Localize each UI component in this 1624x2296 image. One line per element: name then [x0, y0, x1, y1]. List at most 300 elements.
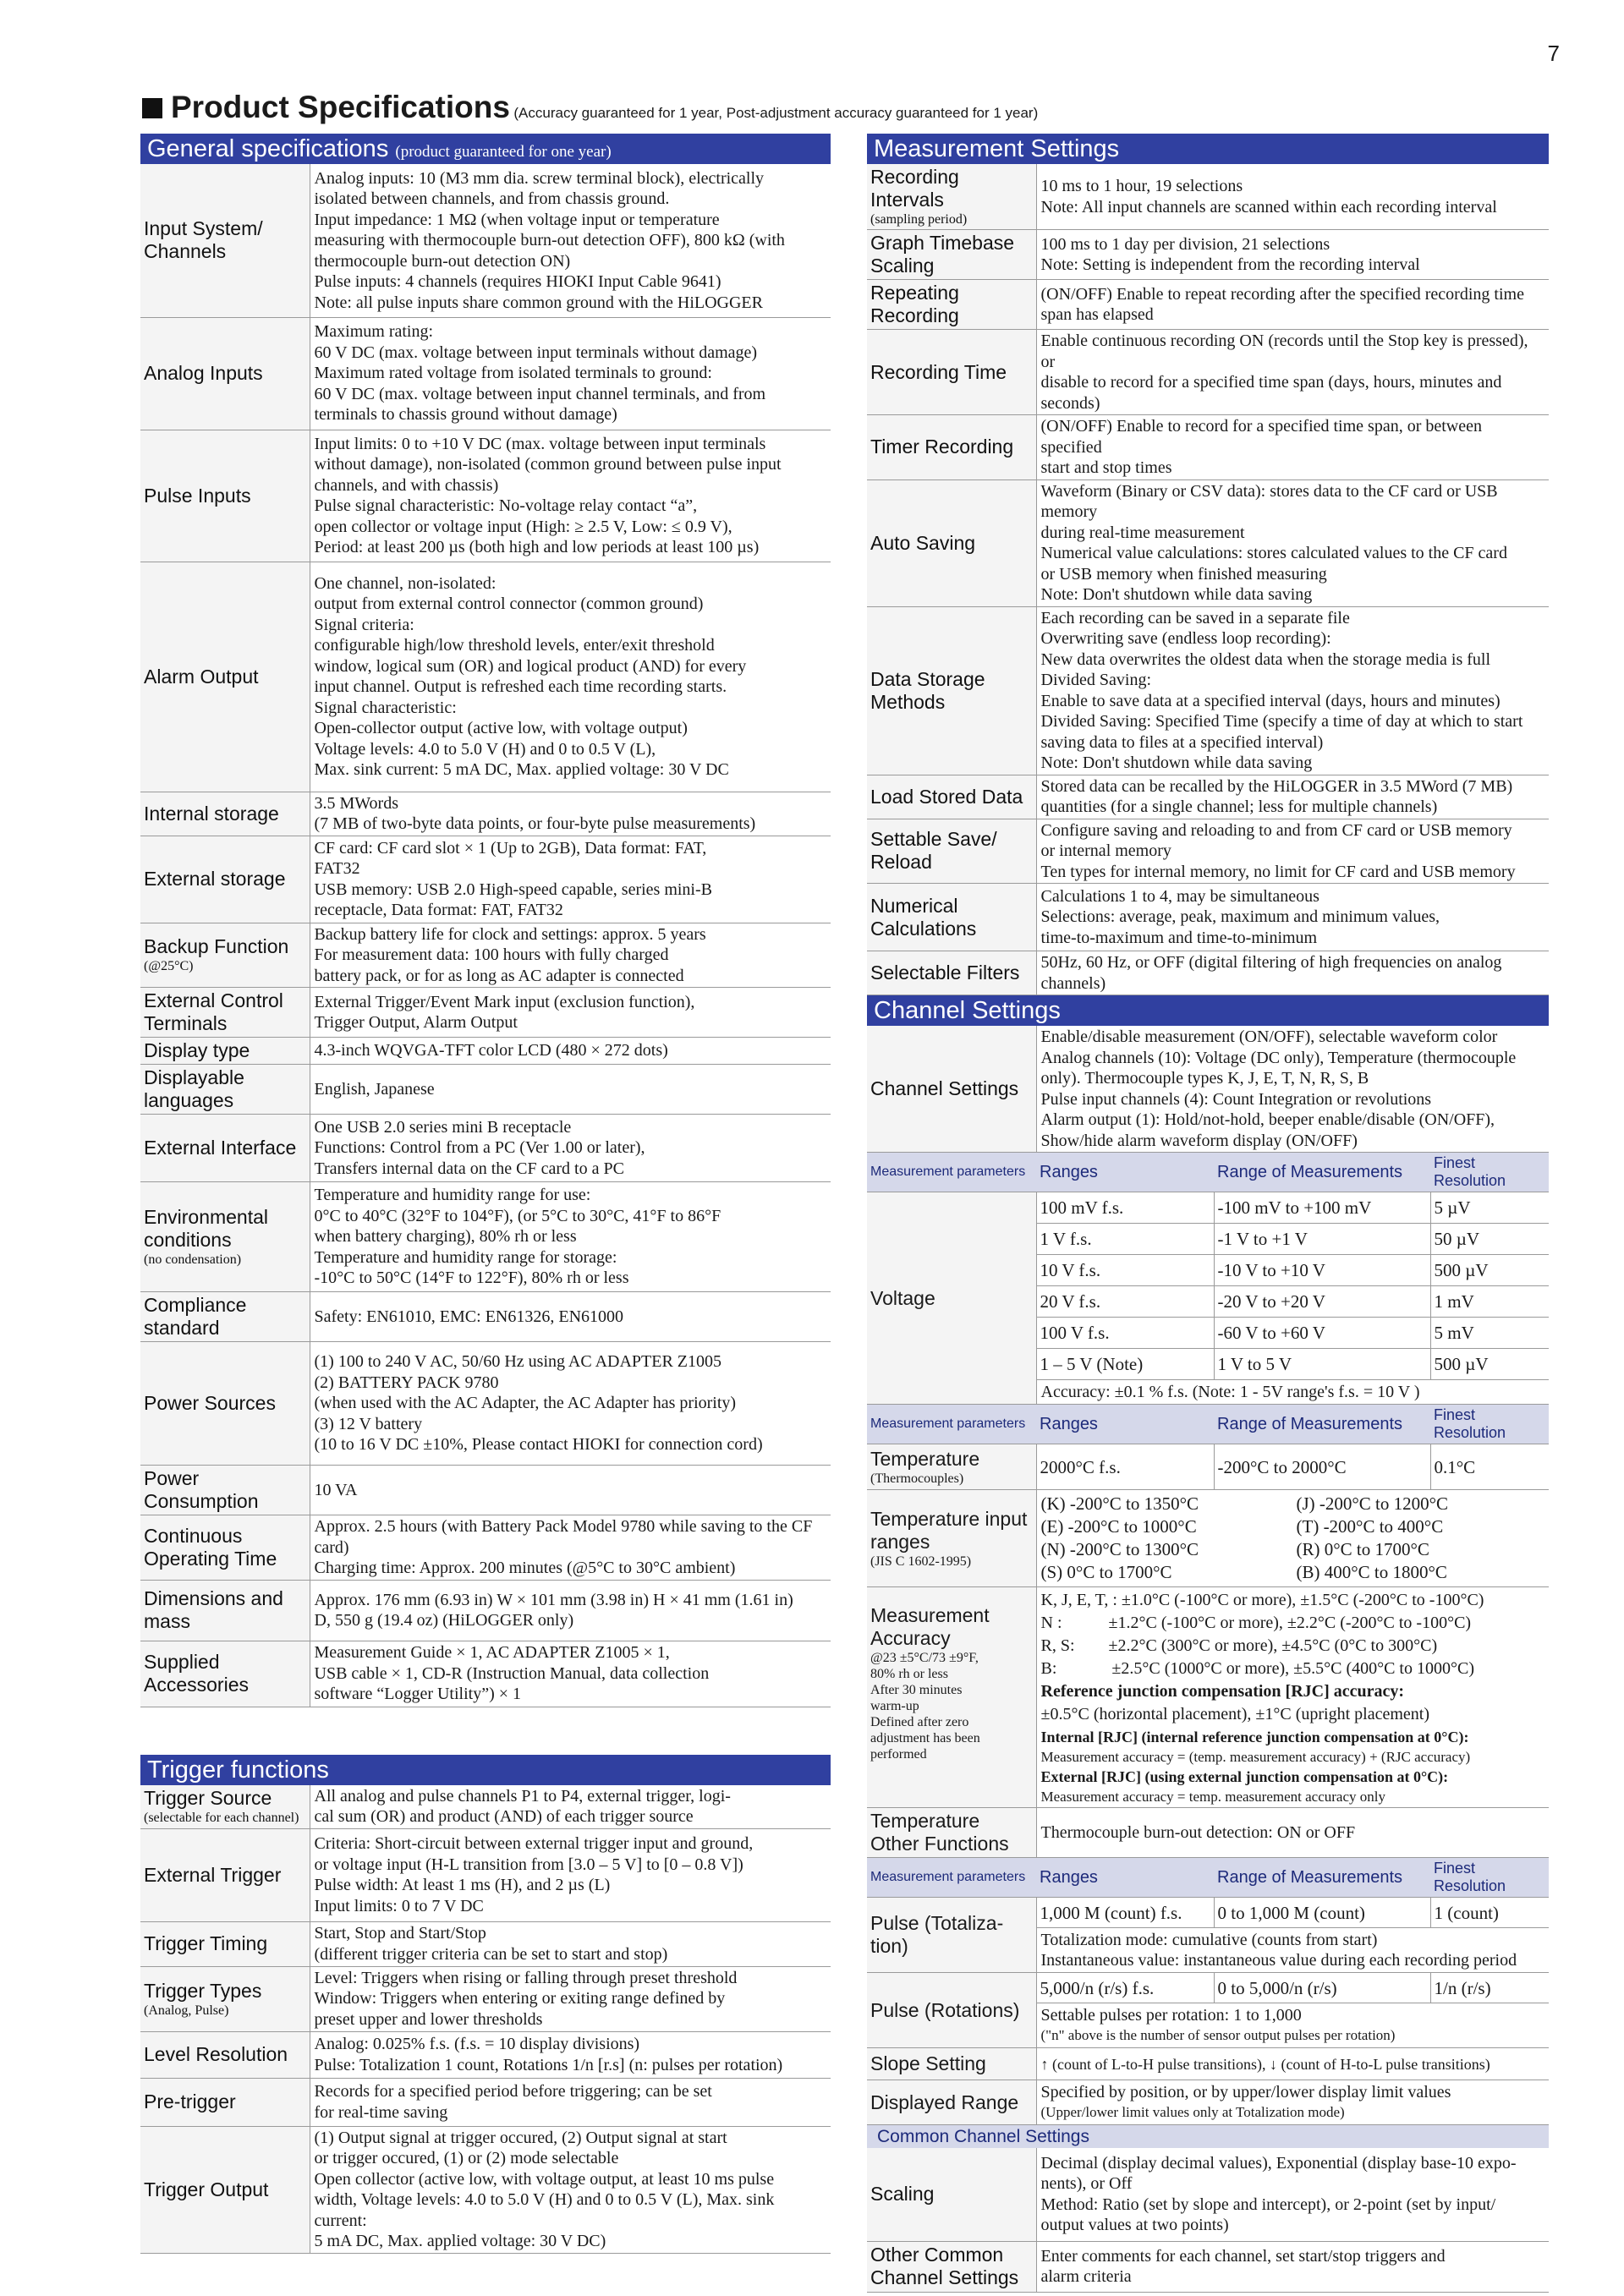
voltage-row [867, 1192, 1549, 1224]
spec-line: Method: Ratio (set by slope and intercept), or 2-point (set by input/ [1040, 2195, 1496, 2214]
spec-value [1036, 330, 1549, 415]
range-cell: 1 – 5 V (Note) [1036, 1349, 1214, 1380]
parameter-label-note: After 30 minutes [870, 1683, 963, 1697]
spec-line: Numerical value calculations: stores calculated values to the CF card [1040, 544, 1507, 562]
thermocouple-range: (E) -200°C to 1000°C [1040, 1516, 1197, 1537]
range-cell: 100 mV f.s. [1036, 1192, 1214, 1224]
parameter-label: Voltage [867, 1192, 1036, 1405]
spec-row [140, 1342, 831, 1466]
spec-label-text: Displayable languages [144, 1066, 244, 1111]
spec-value [310, 164, 831, 317]
accuracy-line: Reference junction compensation [RJC] accuracy: [1040, 1682, 1405, 1701]
spec-line: Functions: Control from a PC (Ver 1.00 or later), [314, 1138, 645, 1158]
spec-label-text: Alarm Output [144, 665, 259, 688]
range-cell: 10 V f.s. [1036, 1255, 1214, 1286]
measurement-settings-header [867, 134, 1549, 164]
spec-row [140, 430, 831, 562]
spec-label-text: Environmental conditions [144, 1206, 269, 1251]
spec-row [867, 164, 1549, 230]
spec-label [140, 317, 310, 430]
spec-line: receptacle, Data format: FAT, FAT32 [314, 901, 563, 919]
spec-row [140, 1966, 831, 2031]
accuracy-line: B: ±2.5°C (1000°C or more), ±5.5°C (400°C to 1000°C) [1040, 1659, 1474, 1678]
spec-line: External Trigger/Event Mark input (exclusion function), [314, 992, 695, 1011]
spec-line: Show/hide alarm waveform display (ON/OFF) [1040, 1131, 1358, 1150]
spec-line: Pulse input channels (4): Count Integration or revolutions [1040, 1089, 1432, 1109]
pulse-rotations-settings [1036, 2003, 1549, 2048]
spec-line: measuring with thermocouple burn-out detection OFF), 800 kΩ (with [314, 231, 785, 249]
spec-label [140, 1641, 310, 1707]
spec-line: Input limits: 0 to 7 V DC [314, 1896, 484, 1915]
accuracy-line: Measurement accuracy = (temp. measurement accuracy) + (RJC accuracy) [1040, 1749, 1471, 1765]
spec-line: open collector or voltage input (High: ≥ 2.5 V, Low: ≤ 0.9 V), [314, 517, 732, 536]
spec-row [140, 562, 831, 792]
spec-value [310, 2078, 831, 2126]
spec-row [140, 1466, 831, 1515]
spec-value [310, 1038, 831, 1065]
spec-label [867, 951, 1036, 995]
spec-value [310, 1182, 831, 1292]
spec-line: software “Logger Utility”) × 1 [314, 1685, 522, 1704]
range-cell: 100 V f.s. [1036, 1318, 1214, 1349]
spec-line: or USB memory when finished measuring [1040, 564, 1327, 584]
spec-value [310, 562, 831, 792]
spec-value [310, 1785, 831, 1829]
spec-label-text: Supplied Accessories [144, 1651, 249, 1696]
spec-label [140, 1921, 310, 1966]
spec-line: 60 V DC (max. voltage between input channel terminals, and from [314, 384, 766, 403]
column-header: Measurement parameters [867, 1153, 1036, 1192]
spec-line: cal sum (OR) and product (AND) of each trigger source [314, 1807, 694, 1826]
displayed-range-row [867, 2080, 1549, 2125]
spec-line: Pulse signal characteristic: No-voltage relay contact “a”, [314, 496, 698, 515]
spec-line: (2) BATTERY PACK 9780 [314, 1373, 499, 1392]
measurement-range-cell: 0 to 5,000/n (r/s) [1214, 1973, 1430, 2003]
parameter-label-text: Measurement Accuracy [870, 1604, 990, 1649]
spec-label-text: Continuous Operating Time [144, 1524, 277, 1570]
parameter-label-note: performed [870, 1747, 927, 1762]
spec-line: Measurement Guide × 1, AC ADAPTER Z1005 × 1, [314, 1643, 670, 1663]
parameter-label [867, 1587, 1036, 1808]
spec-label [140, 1785, 310, 1829]
spec-label [140, 792, 310, 836]
measurement-range-cell: -60 V to +60 V [1214, 1318, 1430, 1349]
spec-label [140, 1966, 310, 2031]
spec-label-note: (@25°C) [144, 959, 194, 974]
spec-line: Voltage levels: 4.0 to 5.0 V (H) and 0 to 0.5 V (L), [314, 739, 656, 759]
spec-row [140, 1828, 831, 1921]
spec-row [867, 775, 1549, 819]
spec-label [867, 775, 1036, 819]
thermocouple-range: (B) 400°C to 1800°C [1296, 1562, 1447, 1582]
resolution-cell: 5 µV [1430, 1192, 1549, 1224]
spec-line: Open-collector output (active low, with voltage output) [314, 719, 688, 737]
spec-line: Ten types for internal memory, no limit for CF card and USB memory [1040, 862, 1516, 881]
spec-line: Period: at least 200 µs (both high and low periods at least 100 µs) [314, 538, 760, 556]
spec-label-text: Trigger Timing [144, 1932, 268, 1954]
page-number: 7 [1547, 41, 1560, 66]
spec-label [867, 164, 1036, 230]
spec-value [1036, 775, 1549, 819]
spec-line: Criteria: Short-circuit between external trigger input and ground, [314, 1834, 754, 1853]
spec-value [310, 1466, 831, 1515]
thermocouple-range: (S) 0°C to 1700°C [1040, 1562, 1172, 1582]
thermocouple-range: (J) -200°C to 1200°C [1296, 1493, 1449, 1514]
spec-line: terminals to chassis ground without damage) [314, 405, 617, 425]
spec-line: configurable high/low threshold levels, enter/exit threshold [314, 636, 715, 655]
spec-row [867, 819, 1549, 884]
spec-line: Approx. 176 mm (6.93 in) W × 101 mm (3.98 in) H × 41 mm (1.61 in) [314, 1590, 793, 1609]
spec-line: Temperature and humidity range for storage: [314, 1247, 617, 1267]
spec-line: input channel. Output is refreshed each time recording starts. [314, 677, 727, 696]
parameter-label-text: Temperature Other Functions [870, 1810, 1009, 1855]
spec-value [1036, 2148, 1549, 2241]
spec-line: preset upper and lower thresholds [314, 2009, 543, 2029]
spec-value [310, 836, 831, 923]
spec-label [140, 430, 310, 562]
column-header: Range of Measurements [1214, 1153, 1430, 1192]
spec-line: 100 ms to 1 day per division, 21 selections [1040, 234, 1330, 254]
spec-line: channels, and with chassis) [314, 475, 499, 495]
spec-line: Note: All input channels are scanned within each recording interval [1040, 197, 1497, 216]
spec-value [310, 1828, 831, 1921]
measurement-range-cell: -100 mV to +100 mV [1214, 1192, 1430, 1224]
spec-label-note: (no condensation) [144, 1252, 242, 1267]
parameter-label-note: @23 ±5°C/73 ±9°F, [870, 1651, 979, 1665]
spec-value [310, 1515, 831, 1581]
spec-line: Pulse inputs: 4 channels (requires HIOKI Input Cable 9641) [314, 272, 721, 291]
spec-label-text: Data Storage Methods [870, 667, 985, 713]
spec-line: Backup battery life for clock and settings: approx. 5 years [314, 924, 706, 944]
spec-line: Waveform (Binary or CSV data): stores data to the CF card or USB memory [1040, 481, 1498, 521]
temperature-ranges-grid [1038, 1491, 1549, 1586]
column-header: Finest Resolution [1430, 1405, 1549, 1444]
spec-value [310, 1921, 831, 1966]
spec-value [310, 1342, 831, 1466]
resolution-cell: 1 (count) [1430, 1898, 1549, 1928]
trigger-functions-title: Trigger functions [147, 1756, 329, 1784]
spec-label-text: Settable Save/ Reload [870, 828, 997, 874]
spec-row [867, 884, 1549, 951]
spec-row [867, 951, 1549, 995]
spec-value [310, 2031, 831, 2078]
spec-value [1036, 230, 1549, 280]
parameter-header-row [867, 1405, 1549, 1444]
spec-line: 10 ms to 1 hour, 19 selections [1040, 177, 1243, 195]
spec-line: Input impedance: 1 MΩ (when voltage input or temperature [314, 210, 720, 229]
temperature-other-value: Thermocouple burn-out detection: ON or OFF [1036, 1808, 1549, 1858]
general-specs-title: General specifications [147, 135, 389, 162]
spec-line: (when used with the AC Adapter, the AC Adapter has priority) [314, 1394, 737, 1413]
spec-value [1036, 951, 1549, 995]
spec-line: Approx. 2.5 hours (with Battery Pack Model 9780 while saving to the CF [314, 1517, 813, 1536]
spec-row [140, 317, 831, 430]
spec-label [140, 562, 310, 792]
spec-row [867, 280, 1549, 330]
spec-line: Analog channels (10): Voltage (DC only), Temperature (thermocouple [1040, 1048, 1517, 1067]
spec-line: Start, Stop and Start/Stop [314, 1924, 486, 1943]
spec-row [140, 1921, 831, 1966]
spec-label-text: Backup Function [144, 935, 289, 958]
spec-value [310, 923, 831, 988]
resolution-cell: 500 µV [1430, 1255, 1549, 1286]
spec-label [140, 1342, 310, 1466]
spec-label [867, 415, 1036, 480]
spec-line: USB cable × 1, CD-R (Instruction Manual, data collection [314, 1663, 710, 1683]
accuracy-line: N : ±1.2°C (-100°C or more), ±2.2°C (-200°C to -100°C) [1040, 1614, 1472, 1632]
spec-label-text: Recording Intervals [870, 166, 959, 211]
spec-label [867, 330, 1036, 415]
common-channel-settings-header: Common Channel Settings [867, 2125, 1549, 2148]
parameter-label-note: 80% rh or less [870, 1667, 948, 1681]
spec-label-text: Compliance standard [144, 1294, 247, 1339]
spec-row [140, 923, 831, 988]
spec-label-text: Dimensions and mass [144, 1587, 283, 1632]
range-cell: 5,000/n (r/s) f.s. [1036, 1973, 1214, 2003]
parameter-label [867, 1490, 1036, 1587]
spec-label [867, 280, 1036, 330]
resolution-cell: 1/n (r/s) [1430, 1973, 1549, 2003]
parameter-label-note: warm-up [870, 1699, 919, 1713]
spec-line: Records for a specified period before triggering; can be set [314, 2082, 712, 2101]
spec-label: Channel Settings [867, 1026, 1036, 1153]
resolution-cell: 5 mV [1430, 1318, 1549, 1349]
spec-label-text: Level Resolution [144, 2043, 288, 2065]
range-line: Specified by position, or by upper/lower display limit values [1040, 2083, 1451, 2101]
spec-line: USB memory: USB 2.0 High-speed capable, series mini-B [314, 879, 712, 899]
spec-value [310, 317, 831, 430]
spec-row [140, 2078, 831, 2126]
spec-line: only). Thermocouple types K, J, E, T, N, R, S, B [1040, 1069, 1369, 1088]
spec-row [140, 836, 831, 923]
spec-line: Analog: 0.025% f.s. (f.s. = 10 display divisions) [314, 2035, 640, 2053]
spec-line: Level: Triggers when rising or falling through preset threshold [314, 1968, 738, 1987]
spec-line: thermocouple burn-out detection ON) [314, 251, 571, 271]
spec-line: -10°C to 50°C (14°F to 122°F), 80% rh or less [314, 1269, 629, 1288]
spec-label-text: Trigger Types [144, 1979, 262, 2002]
spec-label-text: Other Common Channel Settings [870, 2244, 1019, 2288]
parameter-label-text: Pulse (Rotations) [870, 1998, 1020, 2021]
spec-label [140, 1466, 310, 1515]
column-header: Range of Measurements [1214, 1858, 1430, 1898]
spec-row [140, 164, 831, 317]
parameter-table [867, 1153, 1549, 2125]
square-bullet-icon [142, 98, 162, 118]
spec-line: Note: Don't shutdown while data saving [1040, 585, 1313, 604]
spec-label [140, 1580, 310, 1641]
trigger-functions-table [140, 1785, 831, 2254]
spec-line: For measurement data: 100 hours with fully charged [314, 945, 669, 964]
spec-value [1036, 479, 1549, 606]
spec-line: (7 MB of two-byte data points, or four-byte pulse measurements) [314, 814, 756, 833]
right-column [867, 134, 1549, 2293]
common-channel-settings-table [867, 2148, 1549, 2293]
spec-line: Charging time: Approx. 200 minutes (@5°C to 30°C ambient) [314, 1559, 736, 1577]
parameter-label-note: (Thermocouples) [870, 1471, 964, 1486]
spec-line: 60 V DC (max. voltage between input terminals without damage) [314, 342, 758, 362]
spec-line: card) [314, 1537, 349, 1557]
spec-line: Enable/disable measurement (ON/OFF), selectable waveform color [1040, 1027, 1498, 1046]
parameter-label-text: Temperature input ranges [870, 1507, 1028, 1553]
spec-label-text: Auto Saving [870, 531, 976, 554]
spec-row [140, 2126, 831, 2253]
spec-line: Maximum rating: [314, 322, 434, 342]
column-header: Measurement parameters [867, 1858, 1036, 1898]
spec-label [867, 479, 1036, 606]
spec-value [1036, 415, 1549, 480]
spec-line: Analog inputs: 10 (M3 mm dia. screw terminal block), electrically [314, 168, 765, 188]
page-title-note: (Accuracy guaranteed for 1 year, Post-adjustment accuracy guaranteed for 1 year) [513, 105, 1039, 121]
accuracy-line: K, J, E, T, : ±1.0°C (-100°C or more), ±1.5°C (-200°C to -100°C) [1040, 1591, 1484, 1609]
spec-value [310, 1580, 831, 1641]
spec-line: Selections: average, peak, maximum and minimum values, [1040, 907, 1440, 927]
spec-line: width, Voltage levels: 4.0 to 5.0 V (H) and 0 to 0.5 V (L), Max. sink current: [314, 2190, 775, 2230]
setting-line: ("n" above is the number of sensor output pulses per rotation) [1040, 2027, 1396, 2043]
measurement-range-cell: 0 to 1,000 M (count) [1214, 1898, 1430, 1928]
accuracy-line: ±0.5°C (horizontal placement), ±1°C (upright placement) [1040, 1705, 1429, 1723]
spec-label [140, 2126, 310, 2253]
spec-label-text: External Control Terminals [144, 989, 283, 1034]
parameter-label-text: Pulse (Totaliza-tion) [870, 1912, 1004, 1957]
parameter-label-text: Displayed Range [870, 2091, 1019, 2113]
measurement-accuracy [1036, 1587, 1549, 1808]
left-column [140, 134, 831, 2254]
spec-line: disable to record for a specified time span (days, hours, minutes and seconds) [1040, 373, 1502, 413]
spec-line: 50Hz, 60 Hz, or OFF (digital filtering of high frequencies on analog channels) [1040, 953, 1502, 993]
spec-value [310, 1065, 831, 1115]
accuracy-line: R, S: ±2.2°C (300°C or more), ±4.5°C (0°C to 300°C) [1040, 1636, 1438, 1655]
spec-label [140, 988, 310, 1038]
resolution-cell: 50 µV [1430, 1224, 1549, 1255]
spec-line: or voltage input (H-L transition from [3.0 – 5 V] to [0 – 0.8 V]) [314, 1855, 743, 1874]
spec-value [310, 430, 831, 562]
page-heading [142, 90, 1038, 125]
spec-line: CF card: CF card slot × 1 (Up to 2GB), Data format: FAT, [314, 838, 707, 858]
spec-line: battery pack, or for as long as AC adapter is connected [314, 966, 684, 985]
thermocouple-row [867, 1444, 1549, 1490]
spec-row [140, 1065, 831, 1115]
spec-line: All analog and pulse channels P1 to P4, external trigger, logi- [314, 1786, 731, 1806]
spec-value [310, 1966, 831, 2031]
spec-line: or internal memory [1040, 841, 1171, 860]
spec-value [310, 1115, 831, 1182]
spec-line: Signal criteria: [314, 615, 414, 634]
spec-line: (3) 12 V battery [314, 1414, 423, 1433]
spec-label [140, 1828, 310, 1921]
spec-row [140, 1038, 831, 1065]
spec-value [1036, 819, 1549, 884]
general-specs-header [140, 134, 831, 164]
general-specs-subtitle: (product guaranteed for one year) [395, 143, 612, 161]
spec-value [310, 792, 831, 836]
parameter-label [867, 1444, 1036, 1490]
spec-value [1036, 884, 1549, 951]
column-header: Ranges [1036, 1405, 1214, 1444]
spec-value [310, 988, 831, 1038]
spec-line: when battery charging), 80% rh or less [314, 1227, 577, 1247]
spec-line: Divided Saving: [1040, 671, 1152, 689]
slope-setting-value: ↑ (count of L-to-H pulse transitions), ↓ (count of H-to-L pulse transitions) [1036, 2048, 1549, 2080]
spec-label-text: Analog Inputs [144, 362, 263, 384]
spec-row [140, 1115, 831, 1182]
spec-row [140, 1292, 831, 1342]
spec-value [1036, 1026, 1549, 1153]
spec-label-text: Repeating Recording [870, 282, 959, 326]
spec-line: Each recording can be saved in a separate file [1040, 608, 1350, 627]
pulse-rotations-row [867, 1973, 1549, 2003]
resolution-cell: 1 mV [1430, 1286, 1549, 1318]
spec-line: for real-time saving [314, 2102, 448, 2122]
voltage-accuracy: Accuracy: ±0.1 % f.s. (Note: 1 - 5V range's f.s. = 10 V ) [1036, 1380, 1549, 1405]
spec-line: One channel, non-isolated: [314, 573, 497, 593]
range-cell: 1,000 M (count) f.s. [1036, 1898, 1214, 1928]
column-header: Finest Resolution [1430, 1858, 1549, 1898]
spec-label [140, 923, 310, 988]
spec-row [867, 2148, 1549, 2241]
spec-label [140, 1182, 310, 1292]
spec-row [140, 792, 831, 836]
spec-line: Note: Don't shutdown while data saving [1040, 753, 1313, 772]
spec-line: Input limits: 0 to +10 V DC (max. voltage between input terminals [314, 434, 766, 453]
spec-line: Transfers internal data on the CF card to a PC [314, 1159, 624, 1178]
spec-line: Alarm output (1): Hold/not-hold, beeper enable/disable (ON/OFF), [1040, 1110, 1495, 1129]
spec-line: time-to-maximum and time-to-minimum [1040, 928, 1318, 947]
spec-label-text: Pulse Inputs [144, 484, 251, 507]
spec-line: (different trigger criteria can be set to start and stop) [314, 1944, 668, 1964]
spec-label [140, 164, 310, 317]
parameter-label-text: Temperature [870, 1447, 980, 1470]
spec-row [867, 2241, 1549, 2292]
spec-label [140, 836, 310, 923]
pulse-totalization-row [867, 1898, 1549, 1928]
thermocouple-range: (N) -200°C to 1300°C [1040, 1539, 1199, 1559]
spec-line: Safety: EN61010, EMC: EN61326, EN61000 [314, 1307, 624, 1326]
spec-value [1036, 280, 1549, 330]
spec-line: alarm criteria [1040, 2267, 1132, 2286]
spec-label-text: Pre-trigger [144, 2091, 236, 2112]
spec-line: Configure saving and reloading to and from CF card or USB memory [1040, 820, 1512, 840]
range-cell: 2000°C f.s. [1036, 1444, 1214, 1490]
parameter-label [867, 2080, 1036, 2125]
spec-label [867, 819, 1036, 884]
displayed-range-value [1036, 2080, 1549, 2125]
resolution-cell: 0.1°C [1430, 1444, 1549, 1490]
spec-line: Pulse width: At least 1 ms (H), and 2 µs (L) [314, 1876, 611, 1894]
column-header: Finest Resolution [1430, 1153, 1549, 1192]
spec-line: Enter comments for each channel, set start/stop triggers and [1040, 2246, 1446, 2266]
spec-line: Window: Triggers when entering or exiting range defined by [314, 1989, 726, 2008]
mode-line: Instantaneous value: instantaneous value during each recording period [1040, 1951, 1517, 1970]
spec-line: English, Japanese [314, 1079, 435, 1099]
spec-label [140, 2078, 310, 2126]
measurement-range-cell: -10 V to +10 V [1214, 1255, 1430, 1286]
spec-label-text: External Interface [144, 1137, 297, 1159]
spec-label-text: Input System/ Channels [144, 217, 263, 263]
spec-label-text: External storage [144, 868, 286, 890]
trigger-functions-header [140, 1755, 831, 1785]
spec-line: window, logical sum (OR) and logical product (AND) for every [314, 656, 747, 676]
spec-row [867, 1026, 1549, 1153]
spec-label [140, 1065, 310, 1115]
column-header: Range of Measurements [1214, 1405, 1430, 1444]
measurement-range-cell: -20 V to +20 V [1214, 1286, 1430, 1318]
spec-line: start and stop times [1040, 458, 1172, 477]
spec-value [310, 2126, 831, 2253]
spec-line: Open collector (active low, with voltage output, at least 10 ms pulse [314, 2169, 775, 2189]
range-line: (Upper/lower limit values only at Totalization mode) [1040, 2104, 1345, 2120]
measurement-settings-title: Measurement Settings [874, 135, 1120, 162]
spec-label-note: (selectable for each channel) [144, 1811, 299, 1825]
